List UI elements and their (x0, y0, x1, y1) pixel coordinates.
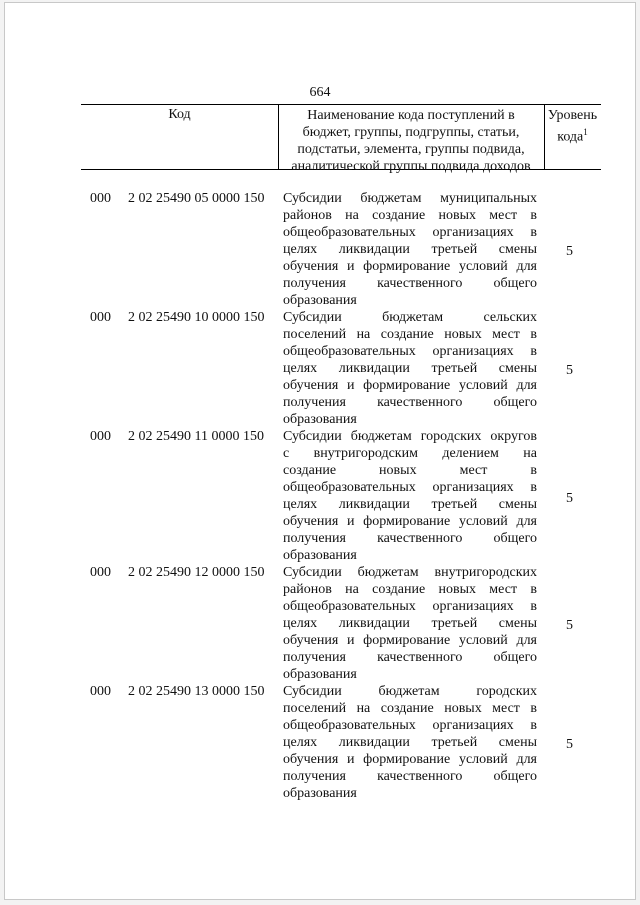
row-description-line: поселений на создание новых мест в (283, 701, 537, 716)
row-description-line: общеобразовательных организациях в (283, 718, 537, 733)
row-description (283, 190, 537, 309)
table-row (0, 564, 640, 683)
row-level: 5 (566, 491, 573, 506)
row-level: 5 (566, 363, 573, 378)
row-description-line: получения качественного общего (283, 531, 537, 546)
row-description-line: Субсидии бюджетам внутригородских (283, 565, 537, 580)
table-row (0, 428, 640, 564)
row-description-line: образования (283, 548, 357, 563)
header-level (544, 107, 601, 146)
table-header (81, 104, 601, 174)
row-description-line: Субсидии бюджетам сельских (283, 310, 537, 325)
header-code: Код (168, 107, 191, 122)
row-description (283, 564, 537, 683)
row-description (283, 309, 537, 428)
row-description-line: общеобразовательных организациях в (283, 344, 537, 359)
row-description-line: с внутригородским делением на (283, 446, 537, 461)
row-description-line: Субсидии бюджетам городских округов (283, 429, 537, 444)
row-description-line: обучения и формирование условий для (283, 752, 537, 767)
header-name (278, 107, 544, 175)
row-description-line: целях ликвидации третьей смены (283, 242, 537, 257)
row-group-code: 000 (90, 684, 111, 699)
header-level-word: кода (557, 129, 584, 145)
row-income-code: 2 02 25490 13 0000 150 (128, 684, 265, 699)
row-description-line: обучения и формирование условий для (283, 378, 537, 393)
row-group-code: 000 (90, 310, 111, 325)
row-income-code: 2 02 25490 12 0000 150 (128, 565, 265, 580)
table-row (0, 683, 640, 802)
row-description-line: образования (283, 667, 357, 682)
row-description-line: целях ликвидации третьей смены (283, 497, 537, 512)
row-description-line: районов на создание новых мест в (283, 208, 537, 223)
table-row (0, 309, 640, 428)
row-description-line: получения качественного общего (283, 650, 537, 665)
row-income-code: 2 02 25490 10 0000 150 (128, 310, 265, 325)
header-name-line: бюджет, группы, подгруппы, статьи, (302, 125, 520, 140)
header-level-line (544, 124, 601, 146)
row-group-code: 000 (90, 191, 111, 206)
row-income-code: 2 02 25490 05 0000 150 (128, 191, 265, 206)
header-name-line: Наименование кода поступлений в (307, 108, 515, 123)
row-description-line: обучения и формирование условий для (283, 514, 537, 529)
header-level-line: Уровень (547, 108, 598, 123)
row-description-line: получения качественного общего (283, 769, 537, 784)
row-description-line: получения качественного общего (283, 395, 537, 410)
header-name-line: подстатьи, элемента, группы подвида, (297, 142, 525, 157)
row-description-line: районов на создание новых мест в (283, 582, 537, 597)
row-group-code: 000 (90, 429, 111, 444)
row-level: 5 (566, 737, 573, 752)
row-description-line: Субсидии бюджетам муниципальных (283, 191, 537, 206)
row-description-line: получения качественного общего (283, 276, 537, 291)
row-description-line: образования (283, 293, 357, 308)
row-level: 5 (566, 618, 573, 633)
row-description-line: целях ликвидации третьей смены (283, 616, 537, 631)
row-group-code: 000 (90, 565, 111, 580)
row-description-line: поселений на создание новых мест в (283, 327, 537, 342)
row-income-code: 2 02 25490 11 0000 150 (128, 429, 264, 444)
page-number: 664 (309, 85, 331, 100)
table-row (0, 190, 640, 309)
row-description-line: обучения и формирование условий для (283, 633, 537, 648)
row-description-line: общеобразовательных организациях в (283, 599, 537, 614)
row-description-line: образования (283, 412, 357, 427)
row-description-line: создание новых мест в (283, 463, 537, 478)
row-description (283, 428, 537, 564)
row-level: 5 (566, 244, 573, 259)
row-description-line: общеобразовательных организациях в (283, 480, 537, 495)
header-name-line: аналитической группы подвида доходов (291, 159, 531, 174)
row-description-line: образования (283, 786, 357, 801)
row-description (283, 683, 537, 802)
row-description-line: целях ликвидации третьей смены (283, 361, 537, 376)
footnote-mark: 1 (583, 127, 588, 137)
row-description-line: общеобразовательных организациях в (283, 225, 537, 240)
row-description-line: целях ликвидации третьей смены (283, 735, 537, 750)
row-description-line: Субсидии бюджетам городских (283, 684, 537, 699)
row-description-line: обучения и формирование условий для (283, 259, 537, 274)
